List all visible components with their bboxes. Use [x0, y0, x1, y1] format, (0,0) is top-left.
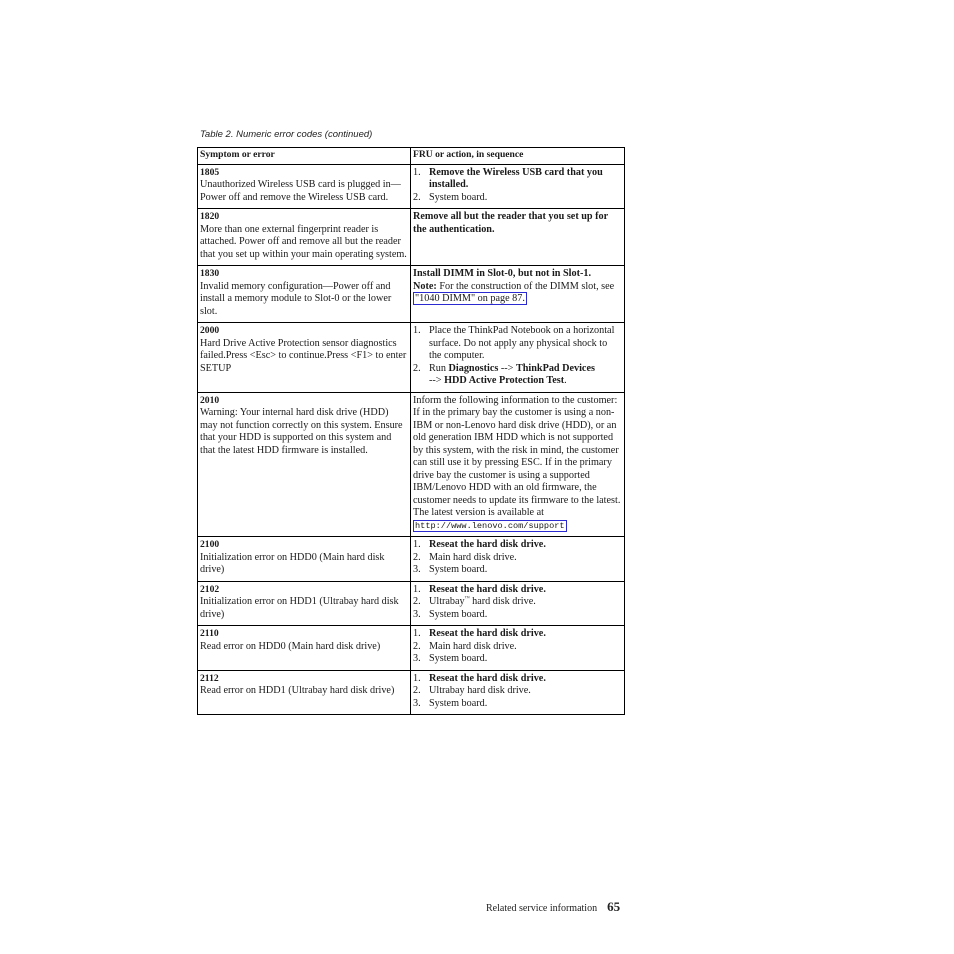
action-step: [413, 685, 622, 698]
symptom-text: Invalid memory configuration—Power off and install a memory module to Slot-0 or the lower slot.: [200, 280, 392, 317]
table-caption: Table 2. Numeric error codes (continued): [200, 129, 373, 140]
step-number: 3.: [413, 608, 421, 620]
step-text: Reseat the hard disk drive.: [429, 583, 546, 595]
step-text: Reseat the hard disk drive.: [429, 628, 546, 639]
action-cell: [411, 537, 625, 582]
symptom-text: Read error on HDD0 (Main hard disk drive): [200, 640, 381, 652]
step-text: [429, 596, 622, 609]
error-code: 2102: [200, 583, 220, 595]
trademark-mark: ™: [464, 596, 470, 602]
step-number: 2.: [413, 191, 421, 203]
symptom-cell: [198, 392, 411, 537]
symptom-cell: [198, 209, 411, 266]
action-step: [413, 653, 622, 666]
action-steps: [413, 325, 622, 388]
action-text: Inform the following information to the customer: If in the primary bay the customer is using a non-IBM or non-Lenovo hard disk drive (HDD), or an old generation IBM HDD which is not supported by this system, with the risk in mind, the customer can still use it by pressing ESC. If in the primary drive bay the customer is using a supported IBM/Lenovo HDD with an old firmware, the customer needs to update its firmware to the latest. The latest version is available at: [413, 394, 621, 518]
action-steps: [413, 673, 622, 711]
table-row: [198, 581, 625, 626]
table-row: [198, 392, 625, 537]
action-step: [413, 363, 622, 388]
table-row: [198, 209, 625, 266]
table-row: [198, 164, 625, 209]
table-row: [198, 626, 625, 671]
step-text: System board.: [429, 608, 488, 620]
action-step: [413, 539, 622, 552]
action-cell: [411, 266, 625, 323]
footer-section-title: Related service information: [486, 903, 598, 914]
step-text: System board.: [429, 697, 488, 709]
step-text-rest: hard disk drive.: [469, 596, 536, 607]
step-text: Main hard disk drive.: [429, 640, 517, 652]
action-step: [413, 596, 622, 609]
step-number: 2.: [413, 596, 421, 607]
action-step: [413, 584, 622, 597]
menu-arrow: -->: [498, 362, 516, 374]
error-code: 1830: [200, 268, 220, 279]
action-cell: [411, 392, 625, 537]
table-header-row: [198, 148, 625, 165]
symptom-cell: [198, 164, 411, 209]
symptom-cell: [198, 266, 411, 323]
table-row: [198, 266, 625, 323]
step-number: 1.: [413, 539, 421, 550]
action-step: [413, 628, 622, 641]
action-cell: [411, 209, 625, 266]
symptom-text: Warning: Your internal hard disk drive (HDD) may not function correctly on this system. Ensure that your HDD is supported on this system and that the latest HDD firmware is installed.: [200, 407, 403, 456]
action-steps: [413, 628, 622, 666]
symptom-cell: [198, 581, 411, 626]
action-step: [413, 698, 622, 711]
action-cell: [411, 581, 625, 626]
action-cell: [411, 670, 625, 715]
action-text: Remove all but the reader that you set up for the authentication.: [413, 211, 608, 235]
action-step: [413, 325, 622, 363]
page-number: 65: [607, 899, 621, 914]
symptom-text: Initialization error on HDD0 (Main hard disk drive): [200, 551, 385, 575]
action-cell: [411, 626, 625, 671]
step-text: System board.: [429, 653, 488, 664]
step-number: 2.: [413, 551, 421, 563]
symptom-text: More than one external fingerprint reader is attached. Power off and remove all but the reader that you set up within your main operating system.: [200, 223, 407, 260]
action-steps: [413, 539, 622, 577]
error-code: 1820: [200, 211, 220, 222]
error-code: 1805: [200, 166, 220, 178]
step-number: 3.: [413, 653, 421, 664]
action-step: [413, 641, 622, 654]
step-number: 3.: [413, 564, 421, 575]
thinkpad-devices-label: ThinkPad Devices: [515, 362, 595, 374]
step-text: Main hard disk drive.: [429, 551, 517, 563]
action-step: [413, 552, 622, 565]
symptom-text: Unauthorized Wireless USB card is plugged in—Power off and remove the Wireless USB card.: [200, 179, 401, 203]
ultrabay-text: Ultrabay: [429, 596, 465, 607]
note-text: For the construction of the DIMM slot, see: [436, 280, 615, 292]
symptom-text: Initialization error on HDD1 (Ultrabay hard disk drive): [200, 596, 399, 620]
lenovo-support-link[interactable]: http://www.lenovo.com/support: [415, 520, 565, 531]
hdd-test-label: HDD Active Protection Test: [444, 375, 565, 386]
step-text: Place the ThinkPad Notebook on a horizontal surface. Do not apply any physical shock to the computer.: [429, 325, 615, 361]
step-number: 1.: [413, 166, 421, 178]
error-code: 2000: [200, 325, 220, 336]
step-text: Reseat the hard disk drive.: [429, 672, 546, 684]
step-text: Ultrabay hard disk drive.: [429, 685, 531, 696]
step-number: 2.: [413, 685, 421, 696]
symptom-text: Read error on HDD1 (Ultrabay hard disk drive): [200, 685, 395, 696]
column-header-symptom: Symptom or error: [198, 148, 411, 165]
action-step: [413, 192, 622, 205]
symptom-cell: [198, 537, 411, 582]
symptom-cell: [198, 670, 411, 715]
table-row: [198, 323, 625, 393]
step-number: 1.: [413, 672, 421, 684]
action-cell: [411, 164, 625, 209]
action-step: [413, 609, 622, 622]
step-text: System board.: [429, 191, 488, 203]
symptom-cell: [198, 626, 411, 671]
step-text: System board.: [429, 564, 488, 575]
dimm-page-link[interactable]: "1040 DIMM" on page 87.: [415, 293, 525, 304]
action-steps: [413, 167, 622, 205]
error-code: 2110: [200, 628, 219, 639]
error-code: 2112: [200, 672, 219, 684]
step-text: [429, 363, 622, 388]
diagnostics-label: Diagnostics: [448, 362, 499, 374]
step-run-text: Run: [429, 362, 449, 374]
step-number: 2.: [413, 640, 421, 652]
table-row: [198, 537, 625, 582]
step-text: Remove the Wireless USB card that you installed.: [429, 166, 603, 190]
step-number: 2.: [413, 362, 421, 374]
menu-arrow: -->: [429, 375, 445, 386]
page-footer: [486, 899, 626, 915]
note-label: Note:: [413, 280, 437, 292]
action-text: Install DIMM in Slot-0, but not in Slot-1.: [413, 268, 592, 279]
step-number: 1.: [413, 628, 421, 639]
step-text: Reseat the hard disk drive.: [429, 539, 546, 550]
column-header-fru: FRU or action, in sequence: [411, 148, 625, 165]
error-code: 2100: [200, 539, 220, 550]
error-code: 2010: [200, 394, 220, 406]
action-cell: [411, 323, 625, 393]
action-step: [413, 167, 622, 192]
step-number: 3.: [413, 697, 421, 709]
symptom-text: Hard Drive Active Protection sensor diagnostics failed.Press <Esc> to continue.Press <F1> to enter SETUP: [200, 337, 407, 374]
action-steps: [413, 584, 622, 622]
step-end: .: [564, 375, 567, 386]
action-step: [413, 673, 622, 686]
numeric-error-codes-table: [197, 147, 625, 715]
table-row: [198, 670, 625, 715]
symptom-cell: [198, 323, 411, 393]
action-step: [413, 564, 622, 577]
step-number: 1.: [413, 325, 421, 336]
step-number: 1.: [413, 583, 421, 595]
